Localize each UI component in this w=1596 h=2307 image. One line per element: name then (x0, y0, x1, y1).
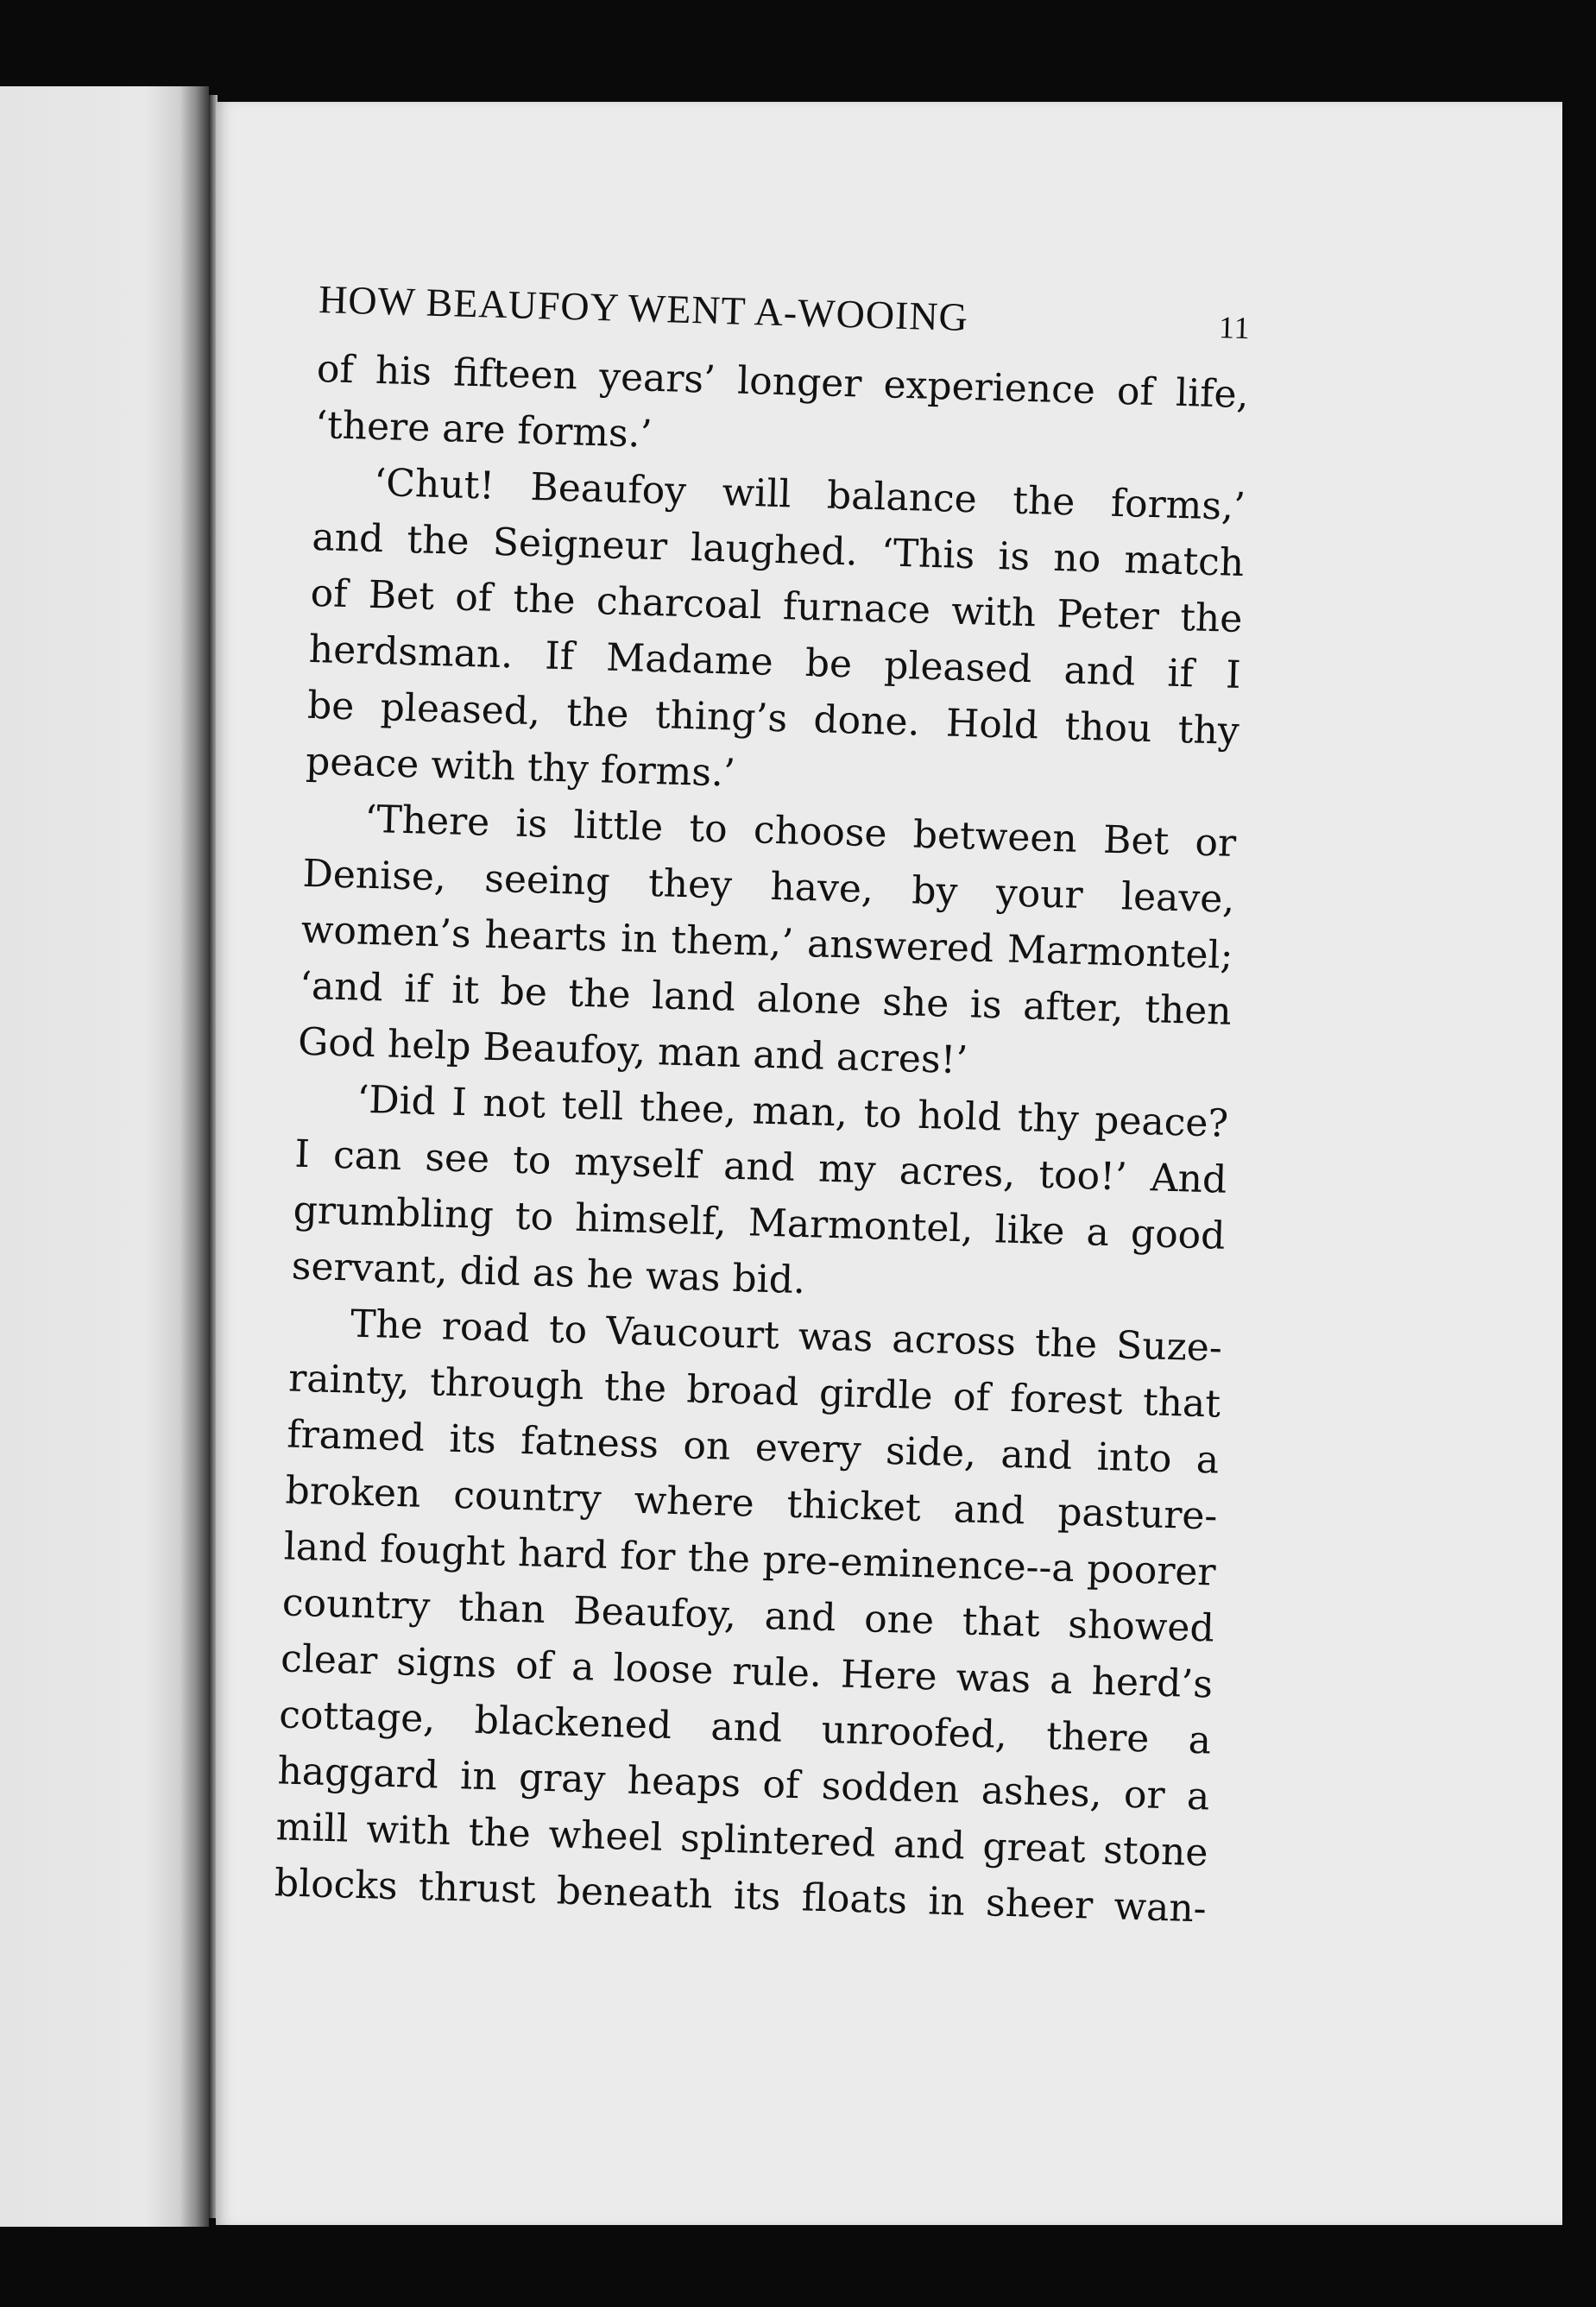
text-line: grumbling to himself, Marmontel, like a good (293, 1188, 1227, 1258)
text-line: and the Seigneur laughed. ‘This is no match (311, 514, 1245, 586)
text-line: cottage, blackened and unroofed, there a (278, 1692, 1212, 1763)
text-line: I can see to myself and my acres, too!’ And (293, 1131, 1227, 1202)
text-line: ‘there are forms.’ (314, 402, 653, 457)
text-line: be pleased, the thing’s done. Hold thou thy (306, 683, 1240, 753)
text-line: ‘and if it be the land alone she is after, then (299, 963, 1233, 1034)
body-text (274, 341, 1301, 1938)
text-line: God help Beaufoy, man and acres!’ (297, 1019, 968, 1083)
text-line: of Bet of the charcoal furnace with Peter the (310, 570, 1244, 642)
page-content (274, 276, 1303, 1938)
text-line: ‘Did I not tell thee, man, to hold thy peace? (356, 1077, 1229, 1146)
text-line: peace with thy forms.’ (305, 739, 736, 796)
text-line: The road to Vaucourt was across the Suze- (350, 1302, 1223, 1371)
text-line: women’s hearts in them,’ answered Marmontel; (300, 907, 1234, 978)
text-line: land fought hard for the pre-eminence--a poorer (283, 1524, 1217, 1595)
text-line: herdsman. If Madame be pleased and if I (308, 627, 1242, 697)
text-line: ‘Chut! Beaufoy will balance the forms,’ (373, 460, 1246, 530)
text-line: broken country where thicket and pasture- (284, 1468, 1218, 1539)
text-line: mill with the wheel splintered and great stone (275, 1805, 1209, 1875)
text-line: rainty, through the broad girdle of forest that (287, 1356, 1221, 1427)
left-page-edge (0, 86, 209, 2227)
text-line: framed its fatness on every side, and into a (286, 1412, 1220, 1483)
running-head-title: HOW BEAUFOY WENT A-WOOING (318, 276, 969, 340)
text-line: haggard in gray heaps of sodden ashes, or a (276, 1749, 1210, 1819)
text-line: of his fifteen years’ longer experience of life, (316, 346, 1250, 418)
text-line: country than Beaufoy, and one that showed (281, 1580, 1215, 1651)
text-line: Denise, seeing they have, by your leave, (301, 851, 1235, 922)
text-line: blocks thrust beneath its floats in sheer wan- (274, 1861, 1208, 1932)
text-line: servant, did as he was bid. (291, 1244, 806, 1303)
text-line: ‘There is little to choose between Bet or (363, 797, 1237, 866)
page-number: 11 (1218, 310, 1252, 346)
text-line: clear signs of a loose rule. Here was a herd’s (280, 1636, 1214, 1707)
